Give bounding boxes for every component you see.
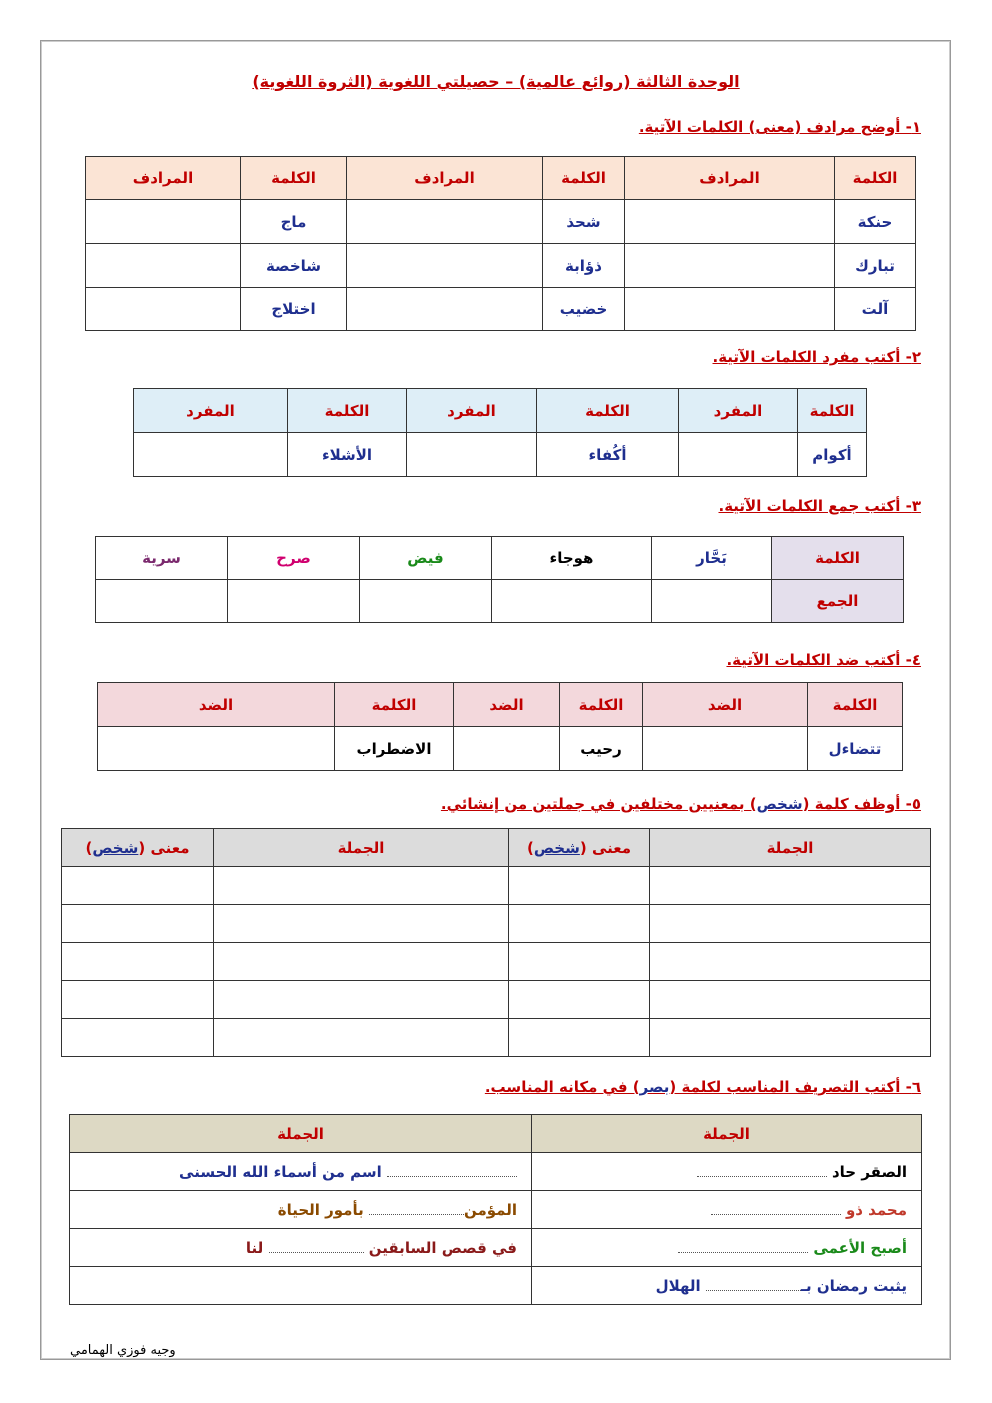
q1-answer-cell[interactable] (625, 200, 835, 244)
q3-word-label: الكلمة (772, 537, 904, 580)
q3-table (95, 536, 904, 623)
q6-header-sentence-1: الجملة (532, 1115, 922, 1153)
q1-answer-cell[interactable] (86, 244, 241, 288)
blank[interactable] (269, 1242, 364, 1253)
q5-answer-cell[interactable] (509, 1019, 650, 1057)
q6-sentence[interactable] (70, 1229, 532, 1267)
sentence-text: أصبح الأعمى (813, 1238, 907, 1257)
q3-answer-cell[interactable] (228, 580, 360, 623)
q1-word: ماج (241, 200, 347, 244)
q2-header-singular-3: المفرد (134, 389, 288, 433)
q4-header-antonym-1: الضد (643, 683, 808, 727)
q4-header-word-2: الكلمة (560, 683, 643, 727)
q4-header-word-1: الكلمة (808, 683, 903, 727)
q1-answer-cell[interactable] (86, 288, 241, 331)
sentence-text: في قصص السابقين (368, 1238, 517, 1257)
q5-answer-cell[interactable] (509, 981, 650, 1019)
page-title: الوحدة الثالثة (روائع عالمية) – حصيلتي اللغوية (الثروة اللغوية) (252, 72, 740, 91)
q3-answer-cell[interactable] (360, 580, 492, 623)
q1-answer-cell[interactable] (625, 288, 835, 331)
q6-heading (485, 1078, 921, 1096)
blank[interactable] (387, 1166, 517, 1177)
q6-sentence[interactable] (532, 1153, 922, 1191)
q1-word: اختلاج (241, 288, 347, 331)
meaning-label: ) (526, 838, 534, 857)
meaning-label: ) (85, 838, 93, 857)
q1-answer-cell[interactable] (347, 244, 543, 288)
sentence-text: لنا (245, 1238, 264, 1257)
q2-header-word-3: الكلمة (288, 389, 407, 433)
meaning-label: معنى ( (579, 838, 632, 857)
q5-answer-cell[interactable] (62, 943, 214, 981)
q5-answer-cell[interactable] (650, 867, 931, 905)
q5-answer-cell[interactable] (214, 905, 509, 943)
q2-answer-cell[interactable] (679, 433, 798, 477)
q5-answer-cell[interactable] (62, 905, 214, 943)
q5-answer-cell[interactable] (509, 905, 650, 943)
q1-word: تبارك (835, 244, 916, 288)
q1-header-syn-1: المرادف (625, 157, 835, 200)
q4-word: رحيب (560, 727, 643, 771)
q4-header-antonym-2: الضد (454, 683, 560, 727)
q3-word: بَحَّار (652, 537, 772, 580)
q2-header-word-2: الكلمة (537, 389, 679, 433)
q5-heading (441, 795, 921, 813)
q5-answer-cell[interactable] (214, 943, 509, 981)
q5-answer-cell[interactable] (214, 981, 509, 1019)
q5-answer-cell[interactable] (509, 943, 650, 981)
meaning-label: معنى ( (138, 838, 190, 857)
q5-header-meaning-2 (62, 829, 214, 867)
q3-answer-cell[interactable] (652, 580, 772, 623)
q6-sentence[interactable] (532, 1267, 922, 1305)
q2-word: الأشلاء (288, 433, 407, 477)
q3-word: سرية (96, 537, 228, 580)
sentence-text: بأمور الحياة (277, 1200, 364, 1219)
q6-sentence[interactable] (70, 1153, 532, 1191)
q1-word: ذؤابة (543, 244, 625, 288)
q5-heading-part: ٥- أوظف كلمة ( (802, 795, 921, 813)
q2-answer-cell[interactable] (407, 433, 537, 477)
q4-answer-cell[interactable] (454, 727, 560, 771)
sentence-text: اسم من أسماء الله الحسنى (179, 1162, 382, 1181)
q2-heading: ٢- أكتب مفرد الكلمات الآتية. (712, 348, 921, 366)
q6-header-sentence-2: الجملة (70, 1115, 532, 1153)
q1-answer-cell[interactable] (625, 244, 835, 288)
q5-header-sentence-1: الجملة (650, 829, 931, 867)
q1-header-syn-3: المرادف (86, 157, 241, 200)
q5-header-sentence-2: الجملة (214, 829, 509, 867)
blank[interactable] (678, 1242, 808, 1253)
q5-answer-cell[interactable] (650, 943, 931, 981)
q6-sentence[interactable] (532, 1229, 922, 1267)
q5-answer-cell[interactable] (650, 905, 931, 943)
q5-answer-cell[interactable] (62, 867, 214, 905)
q4-heading: ٤- أكتب ضد الكلمات الآتية. (726, 651, 921, 669)
q2-table (133, 388, 867, 477)
q6-heading-part: ) في مكانه المناسب. (484, 1078, 640, 1096)
q1-header-word-2: الكلمة (543, 157, 625, 200)
q5-answer-cell[interactable] (214, 1019, 509, 1057)
q2-header-singular-1: المفرد (679, 389, 798, 433)
q1-word: خضيب (543, 288, 625, 331)
q6-table (69, 1114, 922, 1305)
q5-answer-cell[interactable] (650, 1019, 931, 1057)
q3-plural-label: الجمع (772, 580, 904, 623)
q1-header-word-1: الكلمة (835, 157, 916, 200)
q1-heading: ١- أوضح مرادف (معنى) الكلمات الآتية. (638, 118, 921, 136)
q5-answer-cell[interactable] (62, 1019, 214, 1057)
q6-empty-cell[interactable] (70, 1267, 532, 1305)
meaning-word: شخص (92, 838, 139, 857)
q5-answer-cell[interactable] (509, 867, 650, 905)
q4-answer-cell[interactable] (98, 727, 335, 771)
q3-answer-cell[interactable] (492, 580, 652, 623)
q1-answer-cell[interactable] (86, 200, 241, 244)
q5-heading-part: ) بمعنيين مختلفين في جملتين من إنشائي. (440, 795, 757, 813)
q6-heading-part: ٦- أكتب التصريف المناسب لكلمة ( (669, 1078, 921, 1096)
blank[interactable] (711, 1204, 841, 1215)
q2-word: أكُفاء (537, 433, 679, 477)
q4-header-word-3: الكلمة (335, 683, 454, 727)
blank[interactable] (369, 1204, 464, 1215)
q3-heading: ٣- أكتب جمع الكلمات الآتية. (718, 497, 921, 515)
sentence-text: المؤمن (463, 1200, 517, 1219)
q3-answer-cell[interactable] (96, 580, 228, 623)
q1-header-word-3: الكلمة (241, 157, 347, 200)
q5-heading-word: شخص (756, 795, 803, 813)
q5-answer-cell[interactable] (214, 867, 509, 905)
meaning-word: شخص (533, 838, 580, 857)
q2-answer-cell[interactable] (134, 433, 288, 477)
q4-answer-cell[interactable] (643, 727, 808, 771)
sentence-text: الصقر حاد (831, 1162, 907, 1181)
q5-header-meaning-1 (509, 829, 650, 867)
q4-word: الاضطراب (335, 727, 454, 771)
q5-table (61, 828, 931, 1057)
sentence-text: محمد ذو (845, 1200, 907, 1219)
q4-word: تتضاءل (808, 727, 903, 771)
q5-answer-cell[interactable] (62, 981, 214, 1019)
q2-header-singular-2: المفرد (407, 389, 537, 433)
q1-word: شاخصة (241, 244, 347, 288)
q3-word: هوجاء (492, 537, 652, 580)
q1-answer-cell[interactable] (347, 288, 543, 331)
blank[interactable] (697, 1166, 827, 1177)
q1-answer-cell[interactable] (347, 200, 543, 244)
q3-word: فيض (360, 537, 492, 580)
blank[interactable] (706, 1280, 801, 1291)
q2-word: أكوام (798, 433, 867, 477)
sentence-text: يثبت رمضان بـ (800, 1276, 907, 1295)
q6-sentence[interactable] (532, 1191, 922, 1229)
q3-word: صرح (228, 537, 360, 580)
q1-header-syn-2: المرادف (347, 157, 543, 200)
q1-word: شحذ (543, 200, 625, 244)
q1-table (85, 156, 916, 331)
q6-heading-word: بصر (639, 1078, 670, 1096)
author-footer: وجيه فوزي الهمامي (70, 1343, 176, 1358)
q2-header-word-1: الكلمة (798, 389, 867, 433)
q5-answer-cell[interactable] (650, 981, 931, 1019)
q6-sentence[interactable] (70, 1191, 532, 1229)
q4-header-antonym-3: الضد (98, 683, 335, 727)
sentence-text: الهلال (655, 1276, 701, 1295)
q1-word: حنكة (835, 200, 916, 244)
q1-word: آلت (835, 288, 916, 331)
q4-table (97, 682, 903, 771)
